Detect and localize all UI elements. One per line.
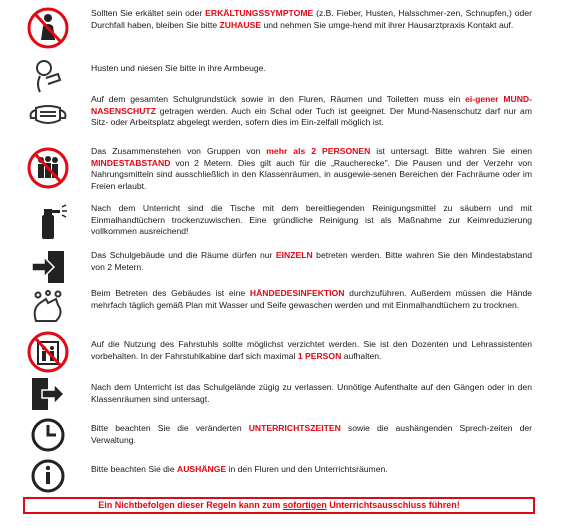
enter-icon: [26, 245, 70, 289]
highlight-text: EINZELN: [275, 250, 313, 260]
highlight-text: 1 PERSON: [297, 350, 342, 361]
rule-text: [91, 464, 532, 476]
rule-text-segment: Auf dem gesamten Schulgrundstück sowie in den Fluren, Räumen und Toiletten muss ein: [91, 94, 466, 104]
rule-text-segment: Das Schulgebäude und die Räume dürfen nur: [91, 250, 276, 260]
rule-text-segment: betreten werden. Bitte wahren Sie den Mindestabstand von 2 Metern.: [91, 250, 532, 272]
rule-text: [91, 250, 532, 273]
rule-text-segment: Nach dem Unterricht sind die Tische mit dem bereitliegenden Reinigungsmittel zu säubern und mit Einmalhandtüchern trockenzuwischen. Eine gründliche Reinigung ist als Maßnahme zur Keimreduzierung vollkommen ausreichend!: [91, 203, 532, 237]
rule-text-segment: ist untersagt. Bitte wahren Sie einen: [370, 146, 533, 156]
highlight-text: MINDESTABSTAND: [91, 157, 171, 168]
footer-text-before: Ein Nichtbefolgen dieser Regeln kann zum: [98, 500, 283, 510]
highlight-text: ERKÄLTUNGSSYMPTOME: [205, 8, 314, 18]
rule-text-segment: Auf die Nutzung des Fahrstuhls sollte möglichst verzichtet werden. Sie ist den Dozenten und Lehrassistenten vorbehalten. In der Fahrstuhlkabine darf sich maximal: [91, 339, 532, 361]
rule-text-segment: Nach dem Unterricht ist das Schulgelände zügig zu verlassen. Unnötige Aufenthalte auf den Gängen oder in den Klassenräumen sind untersagt.: [91, 382, 532, 404]
exit-icon: [26, 372, 70, 416]
rule-text: [91, 94, 532, 129]
rule-text-segment: Beim Betreten des Gebäudes ist eine: [91, 288, 250, 298]
highlight-text: HÄNDEDESINFEKTION: [249, 288, 345, 298]
rule-text-segment: in den Fluren und den Unterrichtsräumen.: [226, 464, 388, 474]
rule-text-segment: aufhalten.: [341, 350, 382, 361]
highlight-text: ei-gener MUND-NASENSCHUTZ: [91, 94, 532, 116]
elevator-prohibited-icon: [26, 330, 70, 374]
hand-wash-icon: [26, 287, 70, 331]
rule-text-segment: (z.B. Fieber, Husten, Halsschmer-zen, Schnupfen,) oder Durchfall haben, bleiben Sie bitte: [91, 8, 532, 30]
group-prohibited-icon: [26, 146, 70, 190]
rule-text: [91, 203, 532, 238]
cough-into-elbow-icon: [26, 52, 70, 96]
rule-text: [91, 423, 532, 446]
rule-text-segment: durchzuführen. Außerdem müssen die Hände mehrfach täglich gemäß Plan mit Wasser und Seife gewaschen werden und mit Einmalhandtüchern zu trocknen.: [91, 288, 533, 310]
rule-text-segment: von 2 Metern. Dies gilt auch für die „Raucherecke". Die Pausen und der Verzehr von Nahrungsmitteln sind ausschließlich in den Klassenräumen, in ausgewie-senen Bereichen der Fachräume oder im Freien erlaubt.: [91, 157, 532, 191]
highlight-text: AUSHÄNGE: [177, 464, 227, 474]
highlight-text: mehr als 2 PERSONEN: [266, 146, 371, 156]
footer-text-after: Unterrichtsausschluss führen!: [326, 500, 460, 510]
footer-underlined: sofortigen: [282, 500, 327, 510]
highlight-text: ZUHAUSE: [219, 19, 262, 30]
rule-text-segment: getragen werden. Auch ein Schal oder Tuch ist geeignet. Der Mund-Nasenschutz darf nur am Sitz- oder Arbeitsplatz abgelegt werden, sofern dies im Ein-zelfall möglich ist.: [91, 105, 532, 128]
rule-text-segment: Husten und niesen Sie bitte in ihre Armbeuge.: [91, 63, 266, 73]
rule-text-segment: und nehmen Sie umge-hend mit ihrer Hausarztpraxis Kontakt auf.: [261, 19, 514, 30]
face-mask-icon: [26, 92, 70, 136]
rule-text: [91, 8, 532, 31]
rule-text-segment: Sollten Sie erkältet sein oder: [91, 8, 206, 18]
rule-text-segment: sowie die aushängenden Sprech-zeiten der Verwaltung.: [91, 423, 532, 445]
rule-text-segment: Bitte beachten Sie die veränderten: [91, 423, 249, 433]
spray-cleaning-icon: [26, 201, 70, 245]
rule-text: [91, 288, 532, 311]
info-icon: [26, 454, 70, 498]
rule-text: [91, 146, 532, 192]
rule-text: [91, 382, 532, 405]
sick-person-prohibited-icon: [26, 6, 70, 50]
highlight-text: UNTERRICHTSZEITEN: [248, 423, 341, 433]
rule-text-segment: Das Zusammenstehen von Gruppen von: [91, 146, 267, 156]
warning-footer: [23, 497, 535, 514]
rule-text-segment: Bitte beachten Sie die: [91, 464, 177, 474]
rule-text: [91, 339, 532, 362]
rule-text: [91, 63, 532, 75]
clock-icon: [26, 413, 70, 457]
